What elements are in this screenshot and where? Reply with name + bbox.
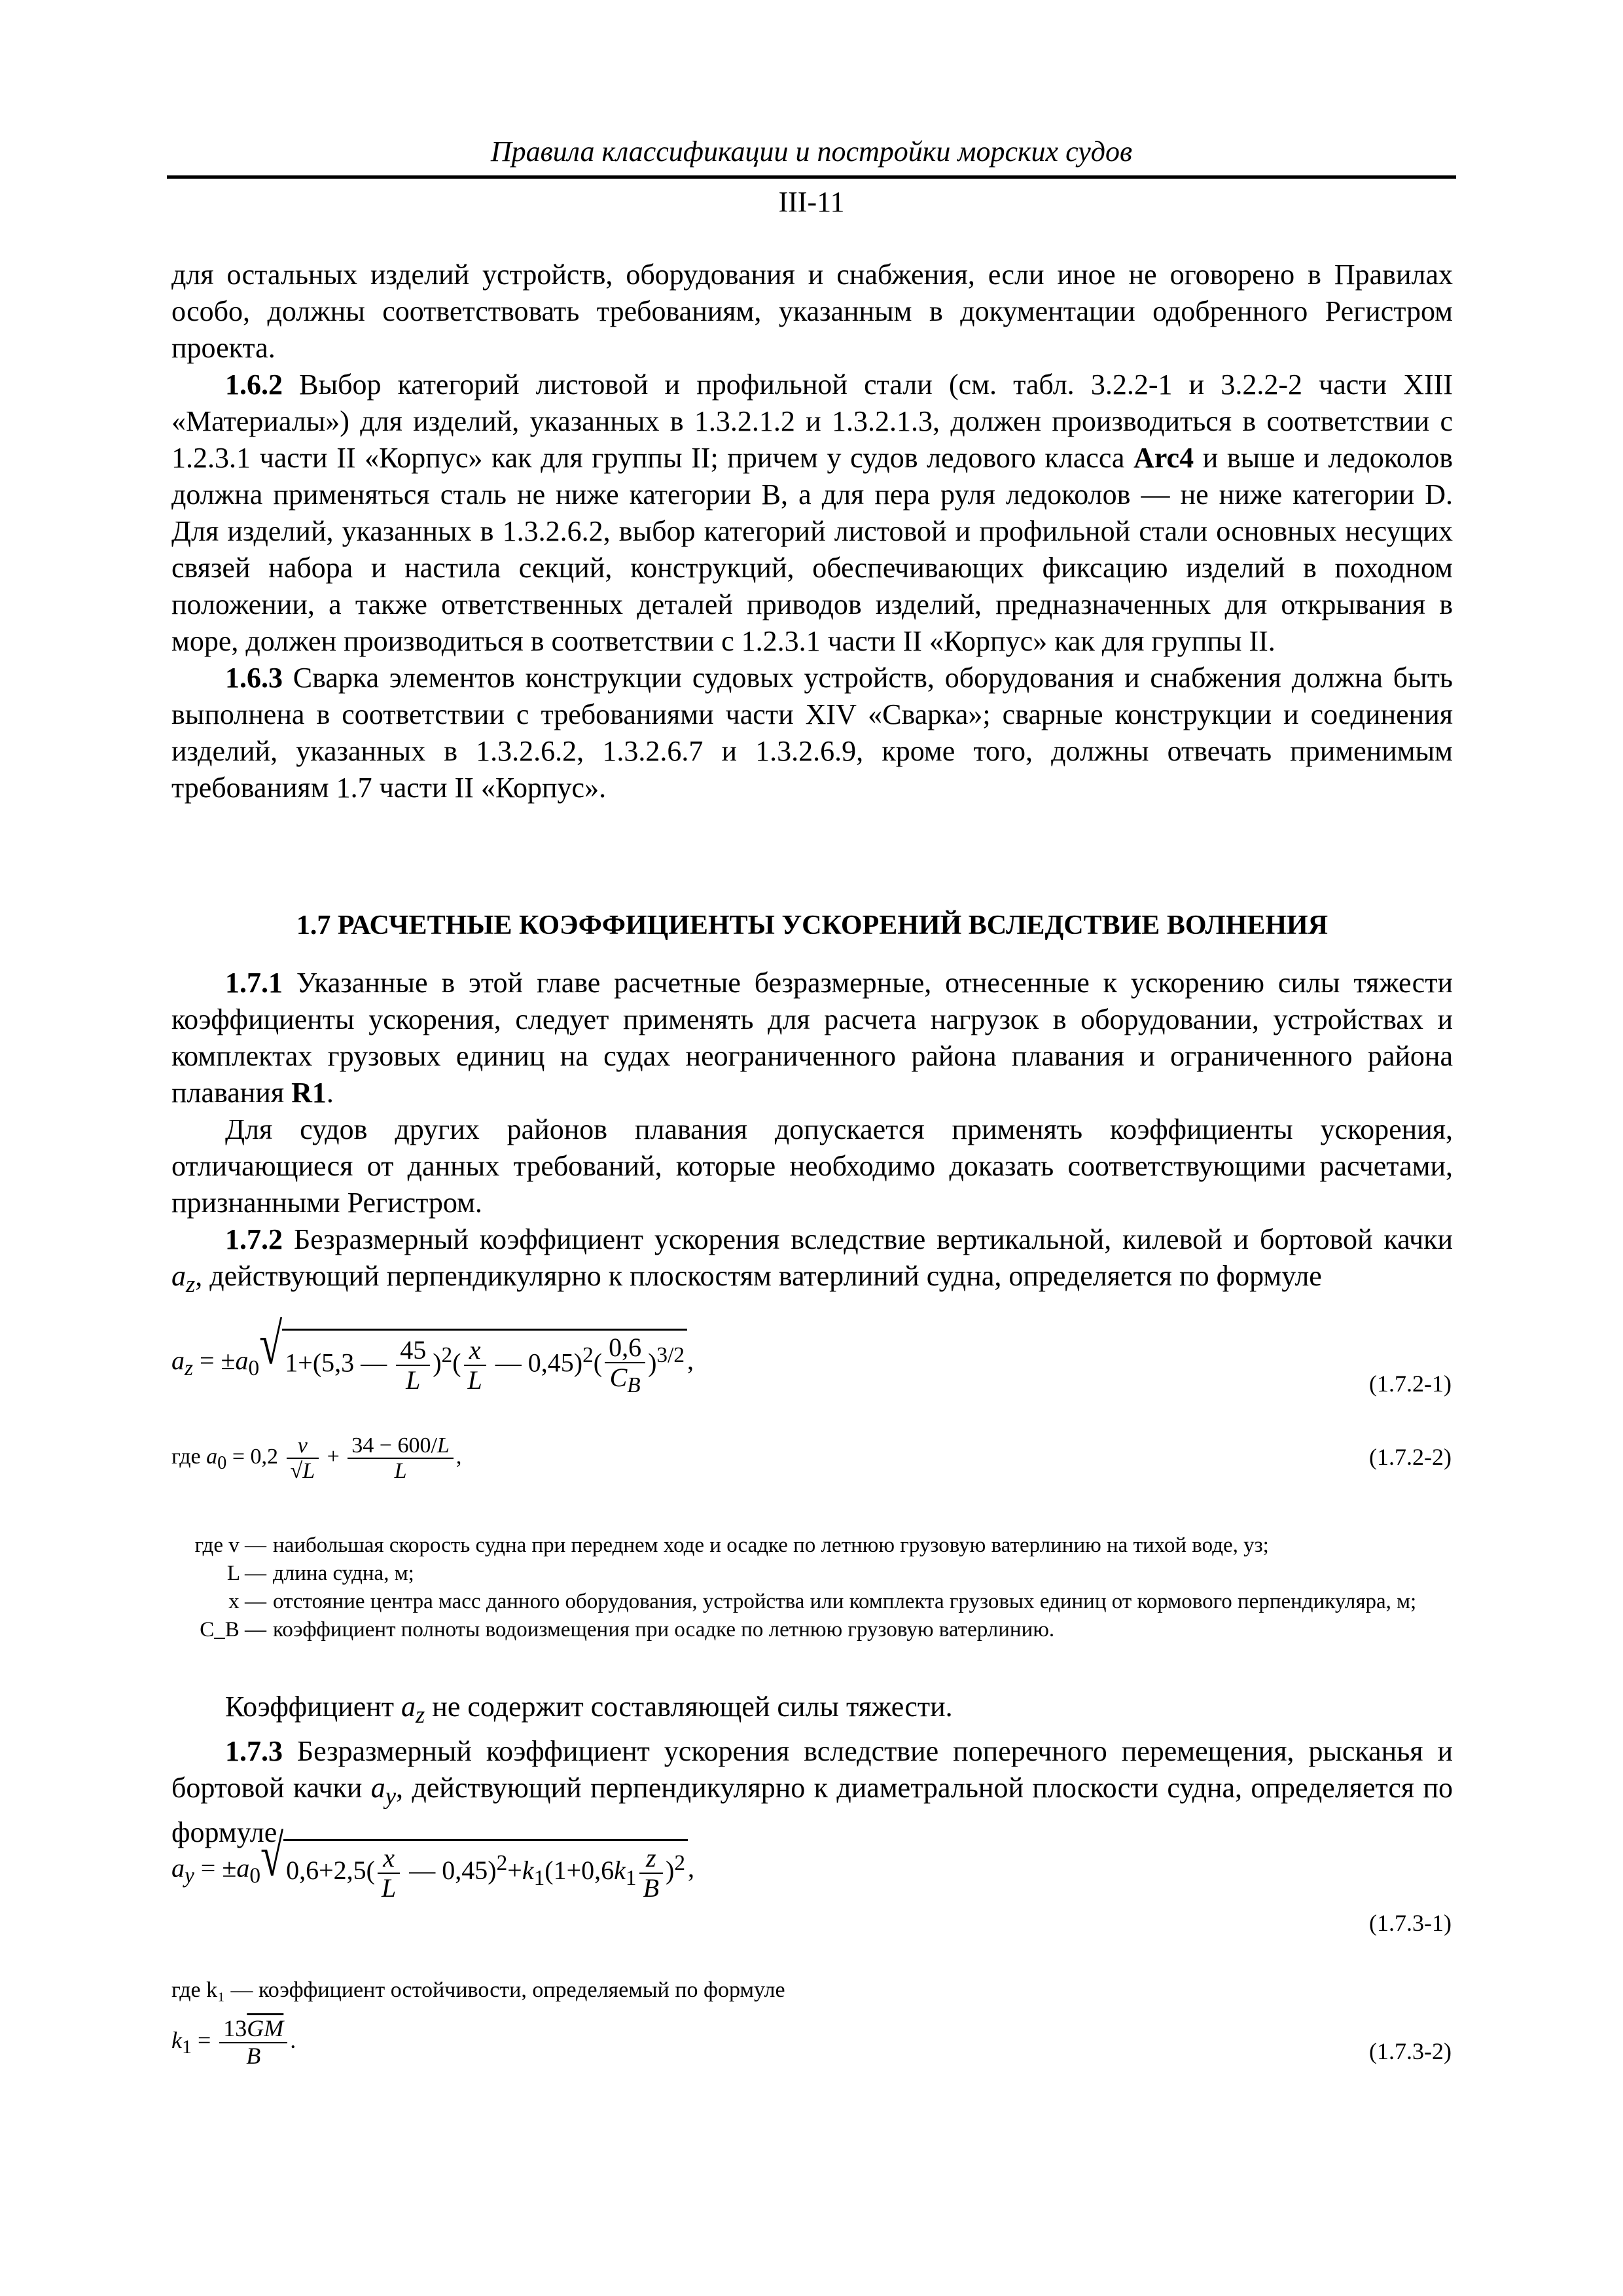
variable-subscript: y [385,1782,397,1809]
variable-subscript: z [186,1270,196,1297]
equation-number: (1.7.2-2) [1369,1444,1452,1470]
header-rule [167,175,1456,179]
paragraph-1-6-3 [171,660,1453,806]
clause-number: 1.7.3 [225,1734,283,1767]
variable-subscript: z [416,1700,425,1728]
note-text: отстояние центра масс данного оборудования, устройства или комплекта грузовых единиц от кормового перпендикуляра, м; [273,1590,1417,1613]
paragraph-1-7-1 [171,965,1453,1111]
formula-a0: где $a_0 = 0,2$ $\frac{v}{√L}$ + $\frac{34 - 600/L}{L}$ , [171,1433,462,1484]
formula-k1: $k_1$ = $\frac{13\overline{GM}}{B}$ . [171,2015,296,2069]
paragraph-1-6-2 [171,367,1453,660]
paragraph-other-areas: Для судов других районов плавания допускается применять коэффициенты ускорения, отличающиеся от данных требований, которые необходимо доказать соответствующими расчетами, признанными Регистром. [171,1113,1453,1219]
body-text-bottom [171,1689,1453,1851]
equation-number: (1.7.2-1) [1369,1371,1452,1397]
note-symbol: где v — [194,1534,266,1557]
formula-ay: $a_y = \pm a_0$ √ 0,6+2,5( $\frac{x}{L}$ — $0,45)^2+k_1(1+0,6k_1$ $\frac{z}{B}$ )$^2$ , [171,1823,695,1903]
equation-number: (1.7.3-2) [1369,2038,1452,2064]
note-text: коэффициент полноты водоизмещения при осадке по летнюю грузовую ватерлинию. [273,1618,1055,1641]
clause-number: 1.7.2 [225,1223,283,1255]
clause-number: 1.7.1 [225,967,283,999]
paragraph-text: Коэффициент [225,1691,402,1723]
note-row [171,1588,1453,1616]
paragraph-text: , действующий перпендикулярно к диаметральной плоскости судна, определяется по формуле [171,1771,1453,1848]
k1-where-line: где k₁ — коэффициент остойчивости, определяемый по формуле [171,1978,785,2002]
note-text: длина судна, м; [273,1562,414,1585]
body-text-top [171,257,1453,806]
paragraph-text: Безразмерный коэффициент ускорения вследствие вертикальной, килевой и бортовой качки [283,1223,1453,1255]
note-row [171,1616,1453,1644]
paragraph-text: и выше и ледоколов должна применяться сталь не ниже категории B, а для пера руля ледоколов — не ниже категории D. Для изделий, указанных в 1.3.2.6.2, выбор категорий листовой и профильной стали основных несущих связей набора и настила секций, конструкций, обеспечивающих фиксацию изделий в походном положении, а также ответственных деталей приводов изделий, предназначенных для открывания в море, должен производиться в соответствии с 1.2.3.1 части II «Корпус» как для группы II. [171,442,1453,657]
paragraph-az-note [171,1689,1453,1733]
paragraph-continuation: для остальных изделий устройств, оборудования и снабжения, если иное не оговорено в Правилах особо, должны соответствовать требованиям, указанным в документации одобренного Регистром проекта. [171,259,1453,364]
paragraph-text: не содержит составляющей силы тяжести. [425,1691,953,1723]
note-row [171,1560,1453,1588]
ice-class-label: Arc4 [1133,442,1194,474]
where-label: где [171,1444,201,1469]
note-symbol: L — [226,1562,266,1585]
punctuation: . [326,1077,334,1109]
formula-az: $a_z = \pm a_0$ √ 1+(5,3 — $\frac{45}{L}$ )$^2$( $\frac{x}{L}$ — 0,45)$^2$( $\frac{0,6}{C_B}$ )$^{3/2}$ , [171,1311,694,1397]
paragraph-1-7-2 [171,1221,1453,1302]
paragraph-text: Указанные в этой главе расчетные безразмерные, отнесенные к ускорению силы тяжести коэффициенты ускорения, следует применять для расчета нагрузок в оборудовании, устройствах и комплектах грузовых единиц на судах неограниченного района плавания и ограниченного района плавания [171,967,1453,1109]
paragraph-text: Сварка элементов конструкции судовых устройств, оборудования и снабжения должна быть выполнена в соответствии с требованиями части XIV «Сварка»; сварные конструкции и соединения изделий, указанных в 1.3.2.6.2, 1.3.2.6.7 и 1.3.2.6.9, кроме того, должны отвечать применимым требованиям 1.7 части II «Корпус». [171,662,1453,804]
variable-a: a [370,1771,385,1804]
paragraph-text: Безразмерный коэффициент ускорения вследствие поперечного перемещения, рысканья и бортовой качки [171,1734,1453,1804]
running-title: Правила классификации и постройки морских судов [490,135,1133,168]
note-text: наибольшая скорость судна при переднем ходе и осадке по летнюю грузовую ватерлинию на тихой воде, уз; [273,1534,1269,1557]
section-title: 1.7 РАСЧЕТНЫЕ КОЭФФИЦИЕНТЫ УСКОРЕНИЙ ВСЛЕДСТВИЕ ВОЛНЕНИЯ [296,910,1329,941]
paragraph-text: Выбор категорий листовой и профильной стали (см. табл. 3.2.2-1 и 3.2.2-2 части XIII «Материалы») для изделий, указанных в 1.3.2.1.2 и 1.3.2.1.3, должен производиться в соответствии с 1.2.3.1 части II «Корпус» как для группы II; причем у судов ледового класса [171,368,1453,474]
paragraph-text: , действующий перпендикулярно к плоскостям ватерлиний судна, определяется по формуле [195,1260,1322,1292]
variable-a: a [171,1260,186,1292]
note-symbol: C_B — [200,1618,266,1641]
paragraph-1-7-3 [171,1733,1453,1851]
area-label: R1 [291,1077,327,1109]
page-number: III-11 [778,186,845,218]
variable-a: a [401,1691,416,1723]
note-row [171,1532,1453,1560]
equation-number: (1.7.3-1) [1369,1910,1452,1936]
clause-number: 1.6.2 [225,368,283,401]
note-symbol: x — [228,1590,266,1613]
variable-definitions [171,1532,1453,1644]
clause-number: 1.6.3 [225,662,283,694]
body-text-section [171,965,1453,1302]
